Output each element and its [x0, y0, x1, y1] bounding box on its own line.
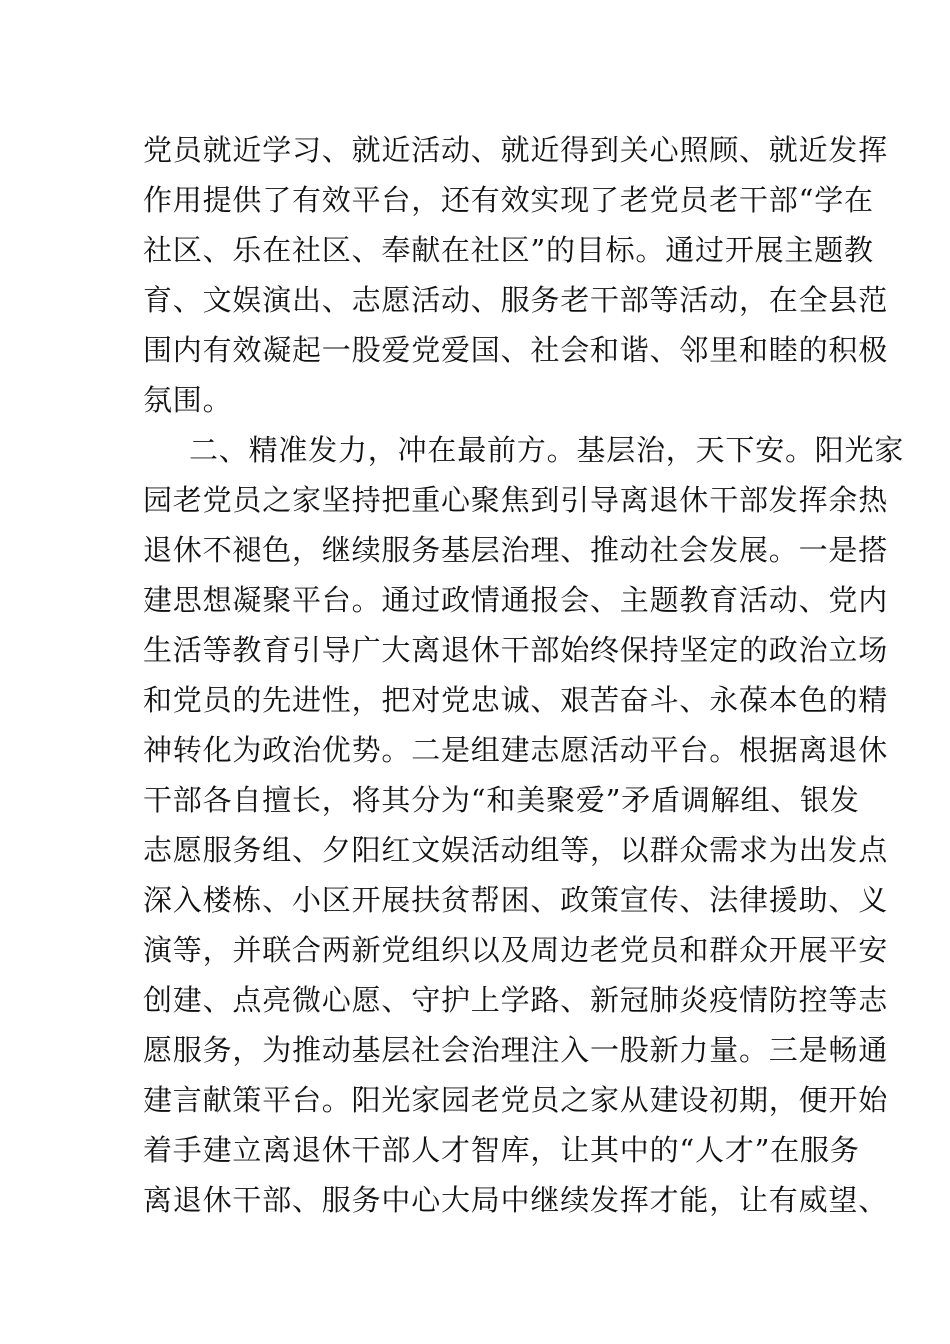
text-line: 创建、点亮微心愿、守护上学路、新冠肺炎疫情防控等志: [143, 983, 889, 1017]
text-line: 建思想凝聚平台。通过政情通报会、主题教育活动、党内: [143, 583, 889, 617]
text-line: 志愿服务组、夕阳红文娱活动组等，以群众需求为出发点: [143, 833, 889, 867]
text-line: 愿服务，为推动基层社会治理注入一股新力量。三是畅通: [143, 1033, 889, 1067]
text-line: 园老党员之家坚持把重心聚焦到引导离退休干部发挥余热: [143, 483, 889, 517]
text-line: 作用提供了有效平台，还有效实现了老党员老干部“学在: [143, 183, 874, 217]
text-line: 社区、乐在社区、奉献在社区”的目标。通过开展主题教: [143, 233, 874, 267]
text-line: 退休不褪色，继续服务基层治理、推动社会发展。一是搭: [143, 533, 889, 567]
text-line: 演等，并联合两新党组织以及周边老党员和群众开展平安: [143, 933, 889, 967]
text-line: 神转化为政治优势。二是组建志愿活动平台。根据离退休: [143, 733, 889, 767]
text-line: 生活等教育引导广大离退休干部始终保持坚定的政治立场: [143, 633, 889, 667]
text-line: 建言献策平台。阳光家园老党员之家从建设初期，便开始: [143, 1083, 889, 1117]
text-line: 氛围。: [143, 383, 233, 417]
text-line: 围内有效凝起一股爱党爱国、社会和谐、邻里和睦的积极: [143, 333, 889, 367]
paragraph-start-line: 二、精准发力，冲在最前方。基层治，天下安。阳光家: [189, 433, 905, 467]
text-line: 干部各自擅长，将其分为“和美聚爱”矛盾调解组、银发: [143, 783, 860, 817]
text-line: 着手建立离退休干部人才智库，让其中的“人才”在服务: [143, 1133, 860, 1167]
text-line: 深入楼栋、小区开展扶贫帮困、政策宣传、法律援助、义: [143, 883, 889, 917]
text-line: 离退休干部、服务中心大局中继续发挥才能，让有威望、: [143, 1183, 889, 1217]
text-line: 育、文娱演出、志愿活动、服务老干部等活动，在全县范: [143, 283, 889, 317]
text-line: 和党员的先进性，把对党忠诚、艰苦奋斗、永葆本色的精: [143, 683, 889, 717]
text-line: 党员就近学习、就近活动、就近得到关心照顾、就近发挥: [143, 133, 889, 167]
